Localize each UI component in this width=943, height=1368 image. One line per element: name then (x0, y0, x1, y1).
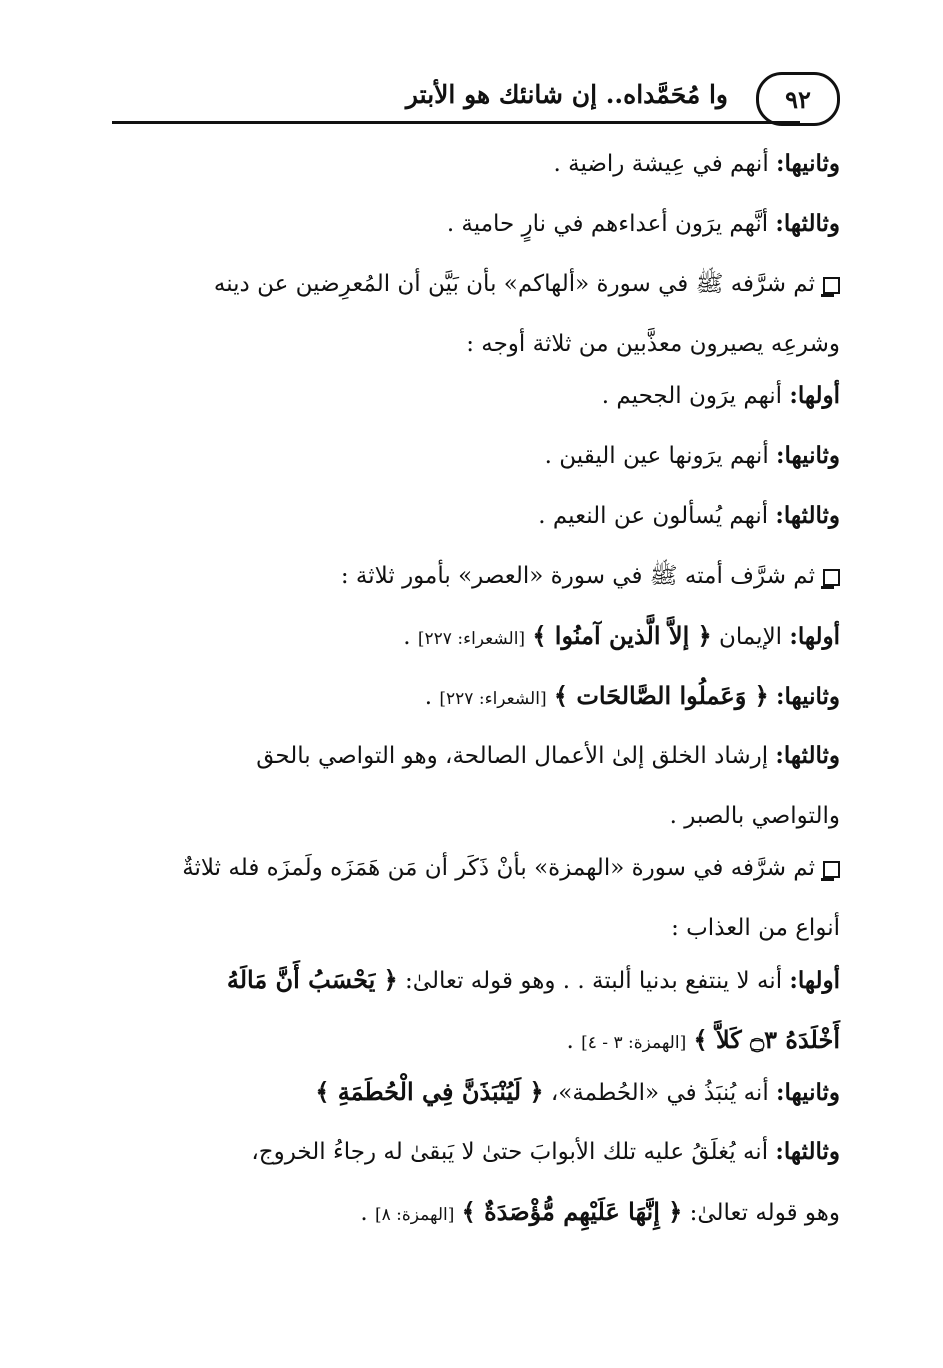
quran-verse: ﴿ إِنَّهَا عَلَيْهِم مُّؤْصَدَةٌ ﴾ (461, 1197, 683, 1226)
text-line (100, 552, 840, 612)
line-text: إرشاد الخلق إلىٰ الأعمال الصالحة، وهو التواصي بالحق (256, 743, 776, 769)
line-lead: أولها: (789, 382, 840, 409)
line-text: أنهم يُسألون عن النعيم . (538, 503, 776, 529)
text-line (100, 1068, 840, 1128)
square-bullet-icon (823, 861, 840, 878)
line-text: والتواصي بالصبر . (669, 803, 840, 829)
line-text: أنه يُنبَذُ في «الحُطمة»، (543, 1080, 777, 1106)
line-lead: أولها: (789, 623, 840, 650)
line-lead: وثالثها: (775, 502, 840, 529)
text-line (100, 200, 840, 260)
verse-reference: [الهمزة: ٣ - ٤] (581, 1033, 687, 1053)
line-tail: . (360, 1200, 375, 1226)
text-line (100, 844, 840, 904)
quran-verse: أَخْلَدَهُ ۝٣ كَلاَّ ﴾ (693, 1025, 840, 1054)
quran-verse: ﴿ وَعَملُوا الصَّالحَات ﴾ (553, 681, 769, 710)
line-lead: وثانيها: (776, 442, 840, 469)
text-line (100, 320, 840, 372)
line-tail: . (566, 1028, 582, 1054)
page-number-badge: ٩٢ (756, 72, 840, 126)
quran-verse: ﴿ إلاَّ الَّذين آمنُوا ﴾ (532, 621, 712, 650)
line-lead: وثالثها: (775, 210, 840, 237)
line-lead: وثانيها: (776, 683, 840, 710)
verse-reference: [الهمزة: ٨] (374, 1205, 455, 1225)
quran-verse: ﴿ لَيُنْبَذَنَّ فِي الْحُطَمَةِ ﴾ (315, 1077, 544, 1106)
page-body (100, 140, 840, 1240)
line-lead: وثالثها: (775, 742, 840, 769)
text-line (100, 612, 840, 672)
line-text: ثم شرَّف أمته ﷺ في سورة «العصر» بأمور ثلاثة : (340, 563, 815, 589)
text-line (100, 260, 840, 320)
text-line (100, 1016, 840, 1068)
line-text (769, 684, 776, 710)
text-line (100, 1128, 840, 1188)
text-line (100, 956, 840, 1016)
text-line (100, 792, 840, 844)
line-lead: أولها: (789, 967, 840, 994)
line-text: أنواع من العذاب : (671, 915, 840, 941)
text-line (100, 432, 840, 492)
line-text: أنه لا ينتفع بدنيا ألبتة . . وهو قوله تعالىٰ: (397, 968, 790, 994)
verse-reference: [الشعراء: ٢٢٧] (417, 629, 526, 649)
line-text: وهو قوله تعالىٰ: (682, 1200, 840, 1226)
line-lead: وثانيها: (776, 1079, 840, 1106)
line-text: ثم شرَّفه ﷺ في سورة «ألهاكم» بأن بَيَّن أن المُعرِضين عن دينه (213, 271, 815, 297)
quran-verse: ﴿ يَحْسَبُ أَنَّ مَالَهُ (226, 965, 398, 994)
running-title: وا مُحَمَّداه.. إن شانئك هو الأبتر (405, 80, 728, 109)
line-text: أنه يُغلَقُ عليه تلك الأبوابَ حتىٰ لا يَبقىٰ له رجاءُ الخروج، (251, 1139, 776, 1165)
text-line (100, 672, 840, 732)
line-text: وشرعِه يصيرون معذَّبين من ثلاثة أوجه : (466, 331, 840, 357)
line-lead: وثانيها: (776, 150, 840, 177)
line-tail: . (403, 624, 418, 650)
header-rule (112, 121, 800, 124)
text-line (100, 904, 840, 956)
line-text: أنهم يرَون الجحيم . (601, 383, 790, 409)
text-line (100, 140, 840, 200)
line-lead: وثالثها: (775, 1138, 840, 1165)
square-bullet-icon (823, 569, 840, 586)
line-text: أنَّهم يرَون أعداءهم في نارٍ حامية . (446, 211, 776, 237)
square-bullet-icon (823, 277, 840, 294)
text-line (100, 492, 840, 552)
verse-reference: [الشعراء: ٢٢٧] (439, 689, 547, 709)
page-header (112, 68, 840, 124)
line-tail: . (424, 684, 440, 710)
line-text: أنهم في عِيشة راضية . (553, 151, 777, 177)
line-text: أنهم يرَونها عين اليقين . (544, 443, 777, 469)
text-line (100, 1188, 840, 1240)
text-line (100, 732, 840, 792)
text-line (100, 372, 840, 432)
line-text: الإيمان (711, 624, 790, 650)
line-text: ثم شرَّفه في سورة «الهمزة» بأنْ ذَكَر أن مَن هَمَزَه ولَمزَه فله ثلاثةٌ (182, 855, 815, 881)
